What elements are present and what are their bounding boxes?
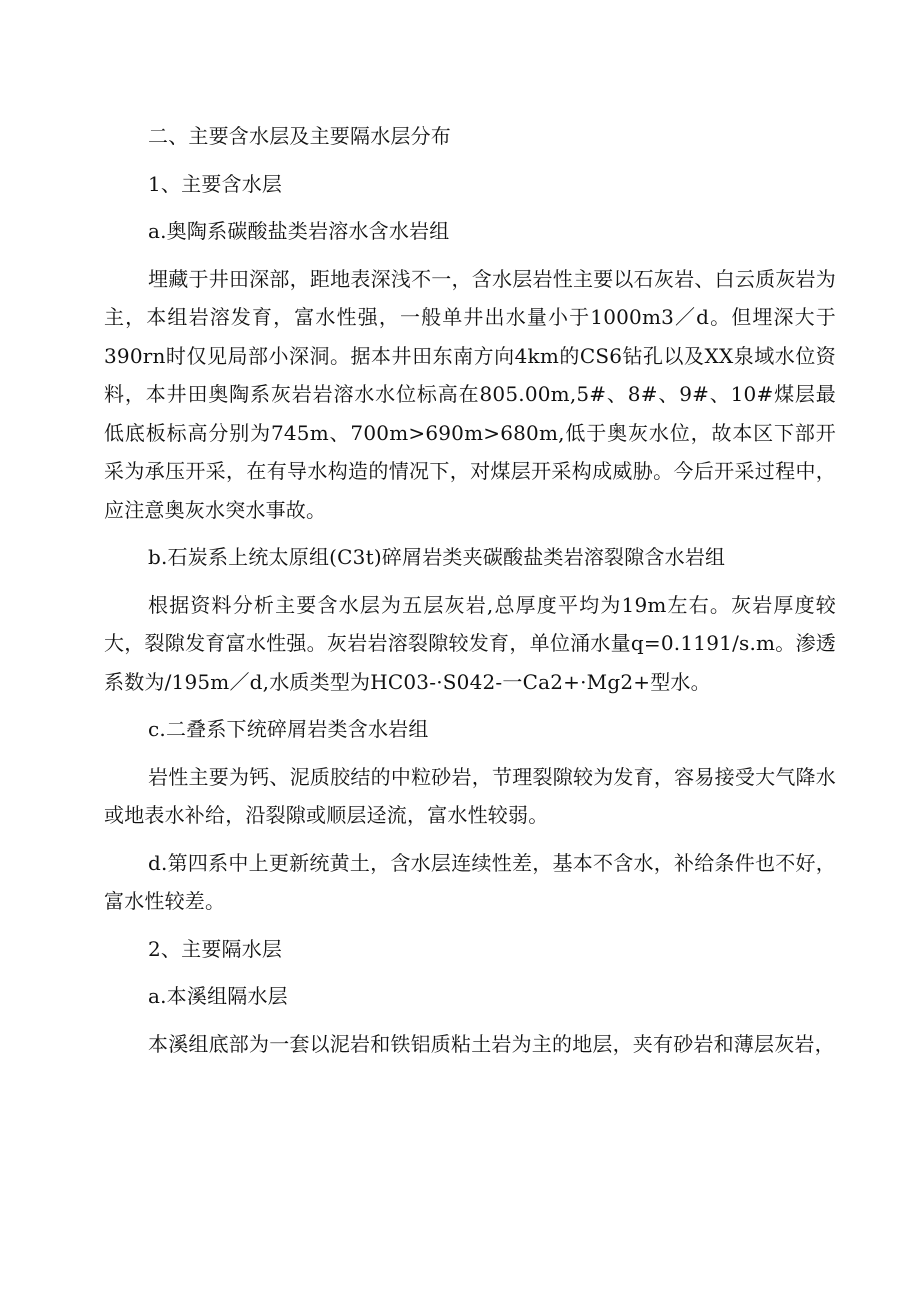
aquifer-heading-b: b.石炭系上统太原组(C3t)碎屑岩类夹碳酸盐类岩溶裂隙含水岩组 bbox=[148, 545, 726, 569]
aquifer-heading-a: a.奥陶系碳酸盐类岩溶水含水岩组 bbox=[148, 219, 450, 243]
aquitard-heading-a: a.本溪组隔水层 bbox=[148, 984, 288, 1008]
subsection-heading-2: 2、主要隔水层 bbox=[148, 936, 283, 961]
document-body bbox=[0, 117, 920, 1072]
aquifer-d-description: d.第四系中上更新统黄土，含水层连续性差，基本不含水，补给条件也不好，富水性较差。 bbox=[104, 850, 836, 913]
aquifer-a-description: 埋藏于井田深部，距地表深浅不一，含水层岩性主要以石灰岩、白云质灰岩为主，本组岩溶发育，富水性强，一般单井出水量小于1000m3／d。但埋深大于390rn时仅见局部小深洞。据本井田东南方向4km的CS6钻孔以及XX泉域水位资料，本井田奥陶系灰岩岩溶水水位标高在805.00m,5#、8#、9#、10#煤层最低底板标高分别为745m、700m>690m>680m,低于奥灰水位，故本区下部开采为承压开采，在有导水构造的情况下，对煤层开采构成威胁。今后开采过程中，应注意奥灰水突水事故。 bbox=[104, 266, 836, 522]
subsection-heading: 1、主要含水层 bbox=[148, 171, 283, 196]
aquifer-b-description: 根据资料分析主要含水层为五层灰岩,总厚度平均为19m左右。灰岩厚度较大，裂隙发育富水性强。灰岩岩溶裂隙较发育，单位涌水量q=0.1191/s.m。渗透系数为/195m／d,水质类型为HC03-·S042-一Ca2+·Mg2+型水。 bbox=[104, 592, 836, 694]
section-heading: 二、主要含水层及主要隔水层分布 bbox=[148, 124, 451, 148]
aquifer-c-description: 岩性主要为钙、泥质胶结的中粒砂岩，节理裂隙较为发育，容易接受大气降水或地表水补给，沿裂隙或顺层迳流，富水性较弱。 bbox=[104, 764, 836, 827]
aquifer-heading-c: c.二叠系下统碎屑岩类含水岩组 bbox=[148, 717, 429, 741]
aquitard-a-description: 本溪组底部为一套以泥岩和铁铝质粘土岩为主的地层，夹有砂岩和薄层灰岩， bbox=[148, 1031, 835, 1056]
